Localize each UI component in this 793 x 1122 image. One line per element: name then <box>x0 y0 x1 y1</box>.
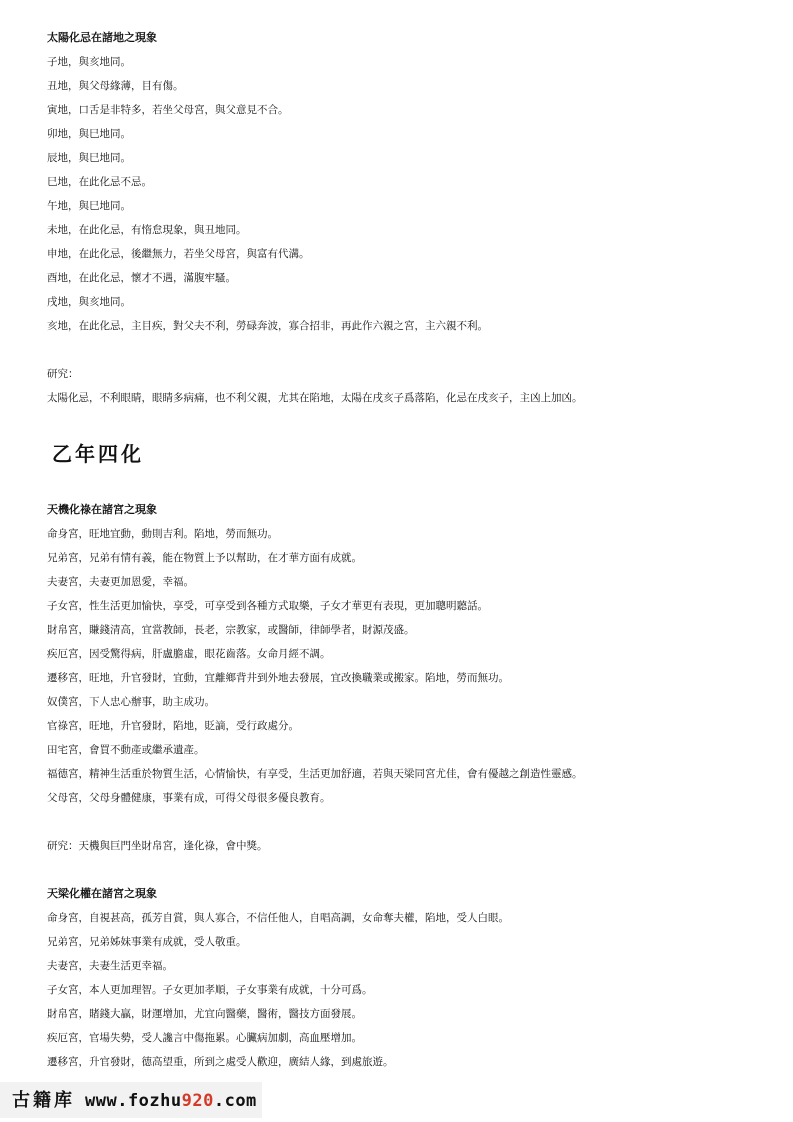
list-item: 子地，與亥地同。 <box>47 56 131 68</box>
section-heading-sun-ji: 太陽化忌在諸地之現象 <box>47 31 157 44</box>
list-item: 酉地，在此化忌，懷才不遇，滿腹牢騷。 <box>47 272 236 284</box>
list-item: 亥地，在此化忌，主目疾，對父夫不利，勞碌奔波，寡合招非，再此作六親之宮，主六親不利。 <box>47 320 488 332</box>
list-item: 子女宮，本人更加理智。子女更加孝順，子女事業有成就，十分可爲。 <box>47 984 373 996</box>
watermark-url-suffix: .com <box>213 1091 257 1111</box>
watermark-url <box>85 1087 257 1115</box>
research-text: 研究：天機與巨門坐財帛宮，逢化祿，會中獎。 <box>47 840 268 852</box>
list-item: 夫妻宮，夫妻更加恩愛，幸福。 <box>47 576 194 588</box>
list-item: 巳地，在此化忌不忌。 <box>47 176 152 188</box>
list-item: 財帛宮，賭錢大贏，財運增加，尤宜向醫藥，醫術，醫技方面發展。 <box>47 1008 362 1020</box>
list-item: 寅地，口舌是非特多，若坐父母宮，與父意見不合。 <box>47 104 289 116</box>
list-item: 疾厄宮，因受驚得病，肝盧膽虛，眼花齒落。女命月經不調。 <box>47 648 331 660</box>
footer-watermark <box>12 1087 257 1115</box>
watermark-brand: 古籍库 <box>12 1090 75 1111</box>
list-item: 田宅宮，會買不動產或繼承遺產。 <box>47 744 205 756</box>
list-item: 遷移宮，旺地，升官發財，宜動，宜離鄉背井到外地去發展，宜改換職業或搬家。陷地，勞而無功。 <box>47 672 509 684</box>
research-label: 研究： <box>47 368 79 380</box>
list-item: 命身宮，旺地宜動，動則吉利。陷地，勞而無功。 <box>47 528 278 540</box>
list-item: 夫妻宮，夫妻生活更幸福。 <box>47 960 173 972</box>
list-item: 兄弟宮，兄弟姊妹事業有成就，受人敬重。 <box>47 936 247 948</box>
list-item: 子女宮，性生活更加愉快，享受，可享受到各種方式取樂，子女才華更有表現，更加聰明聽話。 <box>47 600 488 612</box>
section-list-sun-ji <box>47 50 767 338</box>
list-item: 官祿宮，旺地，升官發財，陷地，貶謫，受行政處分。 <box>47 720 299 732</box>
list-item: 遷移宮，升官發財，德高望重，所到之處受人歡迎，廣結人緣，到處旅遊。 <box>47 1056 394 1068</box>
chapter-title: 乙年四化 <box>52 442 144 466</box>
list-item: 財帛宮，賺錢清高，宜當教師，長老，宗教家，或醫師，律師學者，財源茂盛。 <box>47 624 415 636</box>
list-item: 午地，與巳地同。 <box>47 200 131 212</box>
watermark-url-highlight: 920 <box>181 1091 214 1111</box>
section-list-tianji-lu <box>47 522 767 810</box>
section-heading-tianliang-quan: 天梁化權在諸宮之現象 <box>47 887 157 900</box>
list-item: 戌地，與亥地同。 <box>47 296 131 308</box>
list-item: 未地，在此化忌，有惰怠現象，與丑地同。 <box>47 224 247 236</box>
list-item: 丑地，與父母緣薄，目有傷。 <box>47 80 184 92</box>
list-item: 兄弟宮，兄弟有情有義，能在物質上予以幫助，在才華方面有成就。 <box>47 552 362 564</box>
list-item: 福德宮，精神生活重於物質生活，心情愉快，有享受，生活更加舒適，若與天梁同宮尤佳，會有優越之創造性靈感。 <box>47 768 583 780</box>
list-item: 命身宮，自視甚高，孤芳自賞，與人寡合，不信任他人，自唱高調，女命奪夫權，陷地，受人白眼。 <box>47 912 509 924</box>
watermark-url-prefix: www.fozhu <box>85 1091 182 1111</box>
list-item: 卯地，與巳地同。 <box>47 128 131 140</box>
section-list-tianliang-quan <box>47 906 767 1074</box>
list-item: 申地，在此化忌，後繼無力，若坐父母宮，與富有代溝。 <box>47 248 310 260</box>
research-text: 太陽化忌，不利眼睛，眼睛多病痛，也不利父親，尤其在陷地，太陽在戌亥子爲落陷，化忌在戌亥子，主凶上加凶。 <box>47 392 583 404</box>
list-item: 疾厄宮，官場失勢，受人讒言中傷拖累。心臟病加劇，高血壓增加。 <box>47 1032 362 1044</box>
list-item: 父母宮，父母身體健康，事業有成，可得父母很多優良教育。 <box>47 792 331 804</box>
section-heading-tianji-lu: 天機化祿在諸宮之現象 <box>47 503 157 516</box>
list-item: 辰地，與巳地同。 <box>47 152 131 164</box>
list-item: 奴僕宮，下人忠心辦事，助主成功。 <box>47 696 215 708</box>
document-page <box>47 26 767 1074</box>
